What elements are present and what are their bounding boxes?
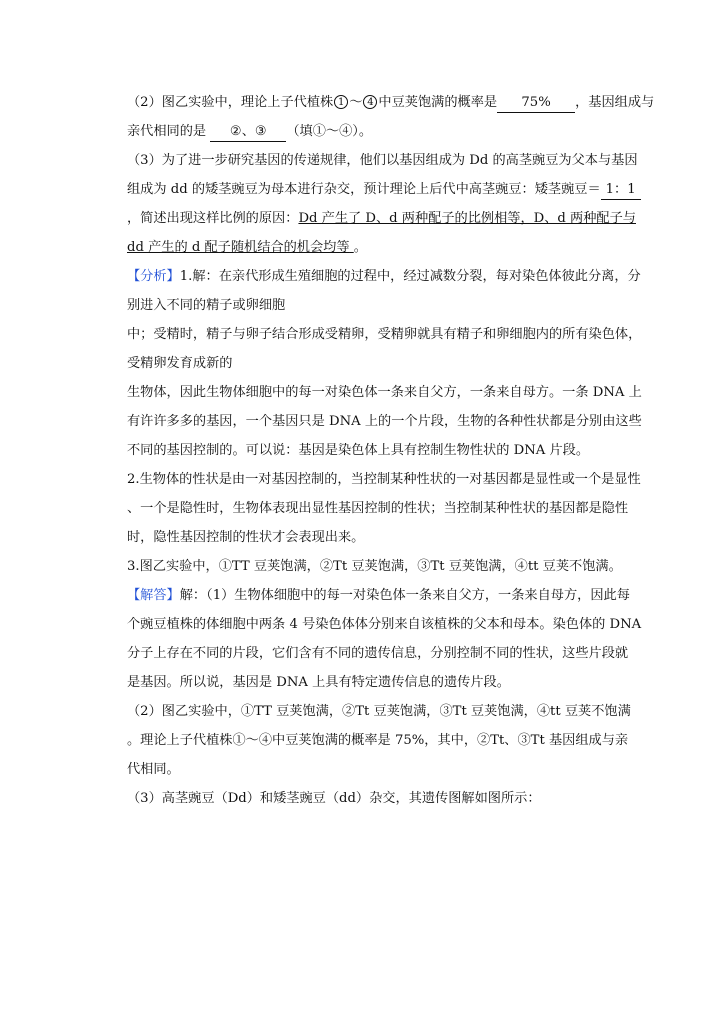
q3-line-3 xyxy=(127,210,636,228)
answer-line-3: 分子上存在不同的片段，它们含有不同的遗传信息，分别控制不同的性状，这些片段就 xyxy=(127,646,629,661)
answer-reason-cont: dd 产生的 d 配子随机结合的机会均等 xyxy=(127,240,350,255)
q2-text: （2）图乙实验中，理论上子代植株 xyxy=(127,95,334,110)
answer-blank-ids: ②、③ xyxy=(210,123,286,142)
q2-text: 中豆荚饱满的概率是 xyxy=(378,95,498,110)
analysis-line-8: 2.生物体的性状是由一对基因控制的，当控制某种性状的一对基因都是显性或一个是显性 xyxy=(127,472,641,487)
q3-text: 组成为 dd 的矮茎豌豆为母本进行杂交，预计理论上后代中高茎豌豆：矮茎豌豆＝ xyxy=(127,182,601,197)
answer-line-4: 是基因。所以说，基因是 DNA 上具有特定遗传信息的遗传片段。 xyxy=(127,675,510,690)
q3-line-4 xyxy=(127,239,627,257)
circled-number-4: 4 xyxy=(363,95,377,109)
analysis-line-3: 中；受精时，精子与卵子结合形成受精卵，受精卵就具有精子和卵细胞内的所有染色体， xyxy=(127,327,642,342)
tilde: ～ xyxy=(349,95,363,110)
q2-text: ，基因组成与 xyxy=(575,95,655,110)
q2-text: （填①～④）。 xyxy=(286,124,373,139)
analysis-line-6: 有许许多多的基因，一个基因只是 DNA 上的一个片段，生物的各种性状都是分别由这些 xyxy=(127,414,642,429)
answer-line-8: （3）高茎豌豆（Dd）和矮茎豌豆（dd）杂交，其遗传图解如图所示： xyxy=(127,791,541,806)
analysis-line-10: 时，隐性基因控制的性状才会表现出来。 xyxy=(127,530,365,545)
analysis-line-2: 别进入不同的精子或卵细胞 xyxy=(127,298,286,313)
q2-text: 亲代相同的是 xyxy=(127,124,207,139)
analysis-line-9: 、一个是隐性时，生物体表现出显性基因控制的性状；当控制某种性状的基因都是隐性 xyxy=(127,501,629,516)
analysis-line-7: 不同的基因控制的。可以说：基因是染色体上具有控制生物性状的 DNA 片段。 xyxy=(127,443,590,458)
answer-blank-probability: 75% xyxy=(497,94,575,113)
answer-line-1 xyxy=(127,587,630,605)
analysis-text: 1.解：在亲代形成生殖细胞的过程中，经过减数分裂，每对染色体彼此分离，分 xyxy=(179,269,641,284)
analysis-tag: 【分析】 xyxy=(127,269,180,284)
answer-line-7: 代相同。 xyxy=(127,762,180,777)
analysis-line-11: 3.图乙实验中，①TT 豆荚饱满，②Tt 豆荚饱满，③Tt 豆荚饱满，④tt 豆荚不饱满。 xyxy=(127,559,622,574)
answer-reason: Dd 产生了 D、d 两种配子的比例相等，D、d 两种配子与 xyxy=(298,211,636,226)
analysis-line-4: 受精卵发育成新的 xyxy=(127,356,233,371)
answer-line-2: 个豌豆植株的体细胞中两条 4 号染色体体分别来自该植株的父本和母本。染色体的 DNA xyxy=(127,617,642,632)
q3-text: 。 xyxy=(353,240,367,255)
q3-text: ，简述出现这样比例的原因： xyxy=(127,211,299,226)
answer-text: 解：（1）生物体细胞中的每一对染色体一条来自父方，一条来自母方，因此每 xyxy=(179,588,630,603)
answer-line-5: （2）图乙实验中，①TT 豆荚饱满，②Tt 豆荚饱满，③Tt 豆荚饱满，④tt 豆荚不饱满 xyxy=(127,704,631,719)
q2-line-2 xyxy=(127,123,627,142)
answer-tag: 【解答】 xyxy=(127,588,180,603)
q3-line-2 xyxy=(127,181,636,200)
q3-line-1: （3）为了进一步研究基因的传递规律，他们以基因组成为 Dd 的高茎豌豆为父本与基因 xyxy=(127,153,638,168)
analysis-line-5: 生物体，因此生物体细胞中的每一对染色体一条来自父方，一条来自母方。一条 DNA 上 xyxy=(127,385,642,400)
circled-number-1: 1 xyxy=(334,95,348,109)
answer-line-6: 。理论上子代植株①～④中豆荚饱满的概率是 75%，其中，②Tt、③Tt 基因组成与亲 xyxy=(127,733,629,748)
q2-line-1 xyxy=(127,94,655,113)
analysis-line-1 xyxy=(127,268,641,286)
answer-blank-ratio: 1：1 xyxy=(601,181,641,200)
